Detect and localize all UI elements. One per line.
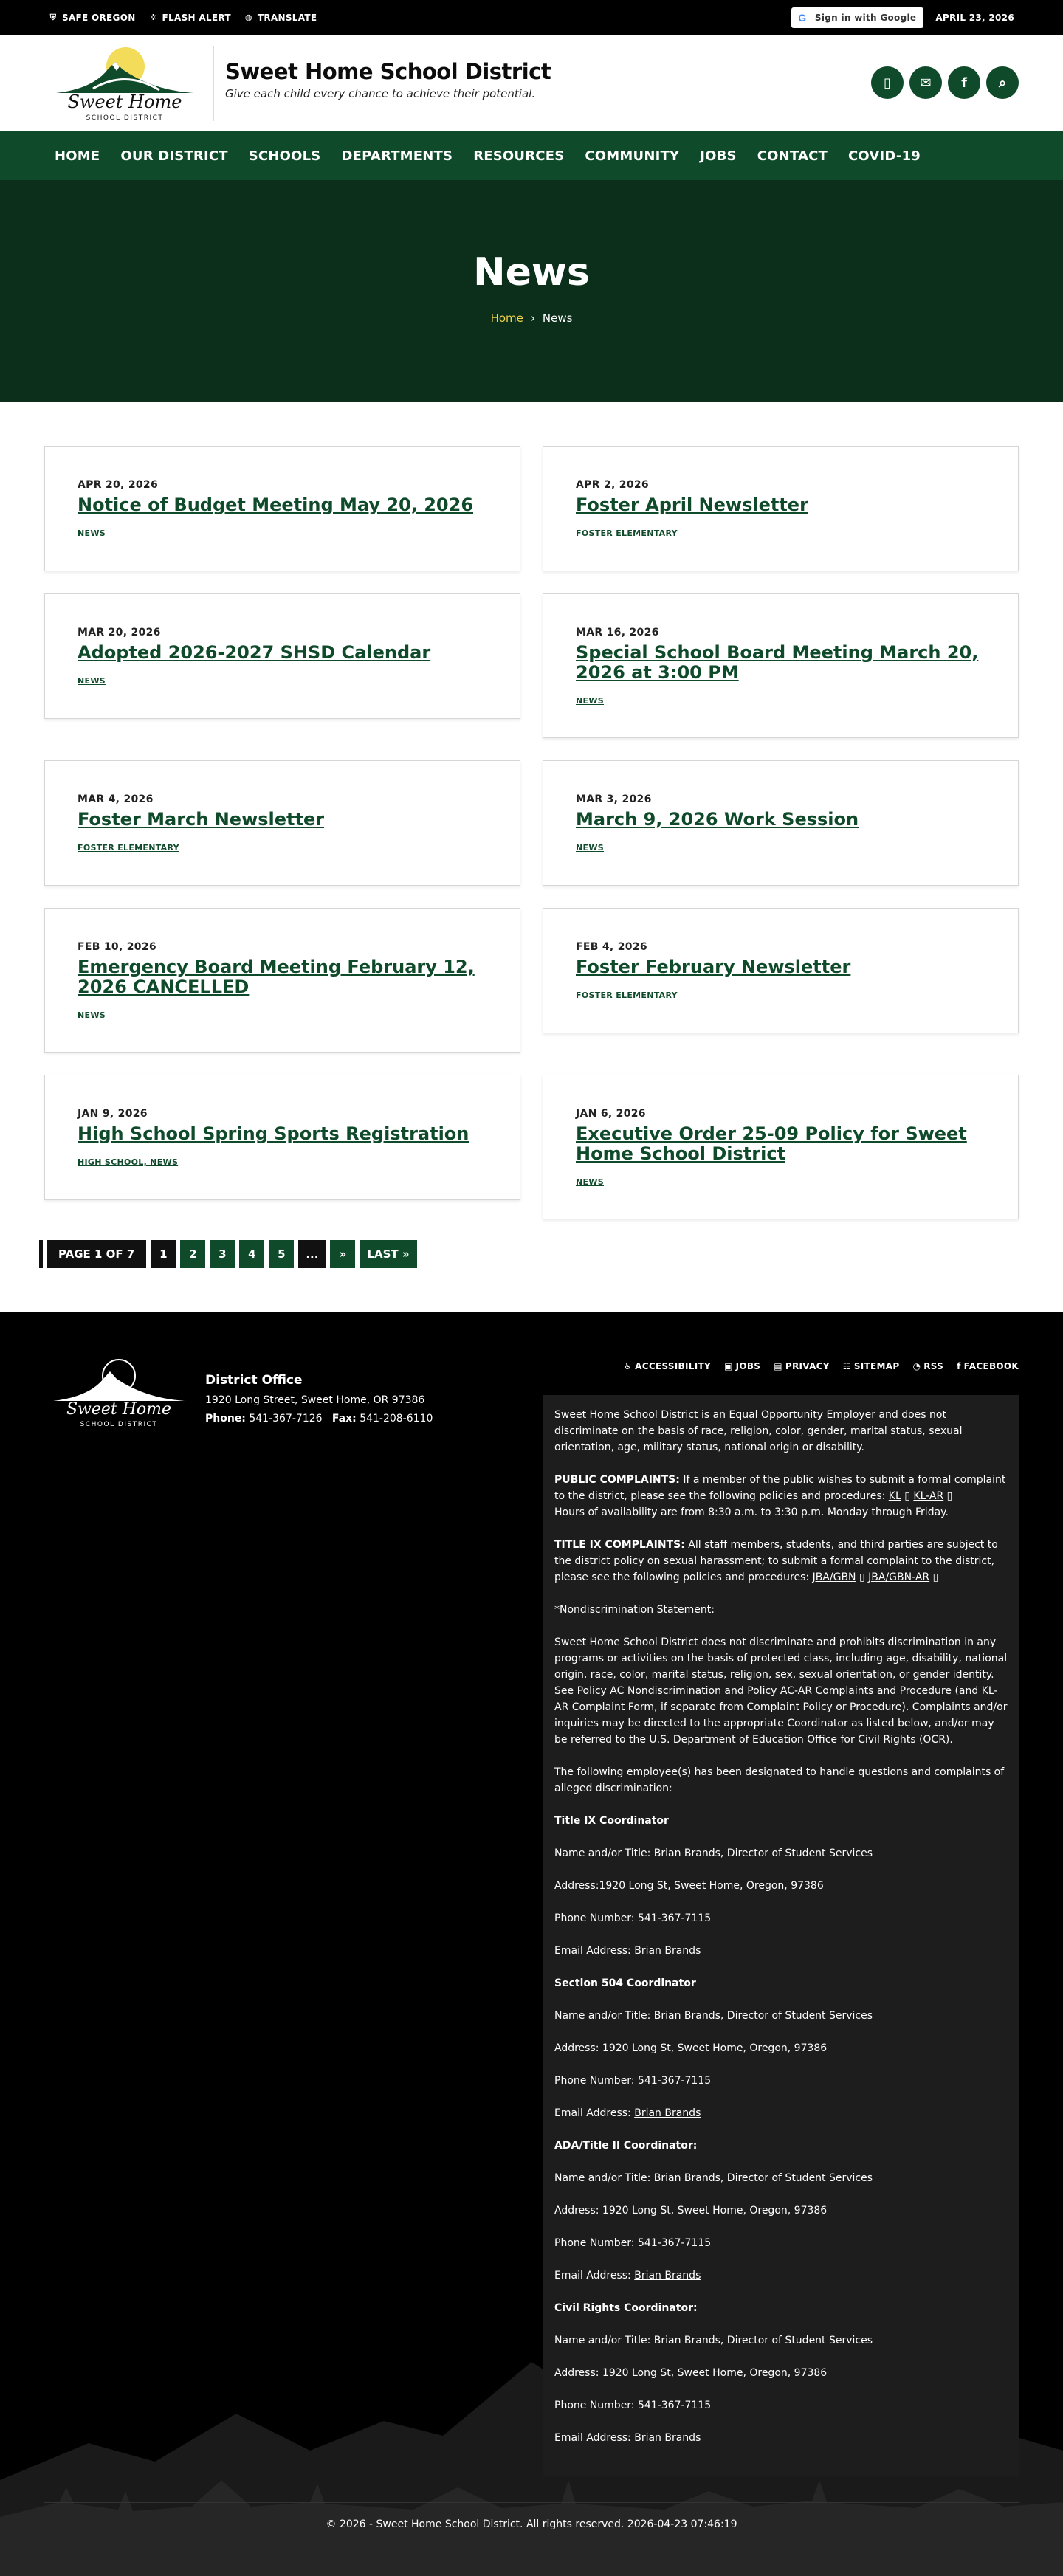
nav-covid-19[interactable]: COVID-19 (847, 148, 921, 164)
site-title[interactable]: Sweet Home School District (225, 59, 551, 84)
footer-divider (44, 2502, 1019, 2503)
footer-link-sitemap[interactable] (843, 1361, 900, 1371)
news-card (44, 908, 520, 1053)
rss-icon: ◔ (912, 1361, 921, 1371)
office-contact (205, 1410, 433, 1428)
alert-icon: ✲ (149, 13, 157, 22)
footer-link-label: ACCESSIBILITY (635, 1361, 711, 1371)
coordinator-phone: Phone Number: 541-367-7115 (554, 1912, 712, 1924)
nondiscrimination-title: *Nondiscrimination Statement: (554, 1604, 715, 1616)
document-icon: ▯ (932, 1571, 939, 1583)
news-title-link[interactable]: Special School Board Meeting March 20, 2026 at 3:00 PM (576, 642, 979, 683)
news-card (543, 908, 1019, 1033)
coordinator-email-link[interactable]: Brian Brands (634, 2270, 701, 2281)
policy-kl-link[interactable]: KL (888, 1490, 901, 1502)
chevron-right-icon: › (530, 311, 535, 325)
news-title-link[interactable]: Foster February Newsletter (576, 957, 851, 977)
news-card (543, 760, 1019, 886)
sitemap-icon: ☷ (842, 1361, 851, 1371)
pagination (43, 1240, 417, 1268)
translate-link[interactable] (244, 13, 317, 23)
news-category-link[interactable]: FOSTER ELEMENTARY (78, 843, 179, 853)
envelope-icon[interactable]: ✉ (909, 66, 942, 99)
footer-link-rss[interactable] (912, 1361, 943, 1371)
news-category-link[interactable]: FOSTER ELEMENTARY (576, 528, 678, 538)
coordinator-phone: Phone Number: 541-367-7115 (554, 2075, 712, 2087)
news-title-link[interactable]: High School Spring Sports Registration (78, 1123, 469, 1144)
page-2-button[interactable]: 2 (180, 1240, 205, 1268)
email-label: Email Address: (554, 1945, 631, 1957)
main-nav (0, 131, 1063, 180)
legal-notice (543, 1395, 1019, 2476)
shield-icon: ⛨ (49, 13, 57, 22)
news-card (543, 1075, 1019, 1219)
facebook-icon: f (957, 1361, 961, 1371)
logo-wordmark: Sweet Home (67, 92, 182, 112)
news-category-link[interactable]: NEWS (78, 676, 106, 686)
nav-jobs[interactable]: JOBS (700, 148, 737, 164)
news-date: APR 20, 2026 (78, 479, 158, 491)
fax-label: Fax: (331, 1413, 357, 1425)
office-fax: 541-208-6110 (360, 1413, 433, 1425)
coordinator-email-link[interactable]: Brian Brands (634, 2107, 701, 2119)
site-tagline: Give each child every chance to achieve their potential. (225, 87, 536, 100)
policy-jba-gbn-link[interactable]: JBA/GBN (812, 1571, 856, 1583)
coordinator-title (554, 2300, 1008, 2316)
news-title-link[interactable]: Foster March Newsletter (78, 809, 325, 830)
policy-kl-ar-link[interactable]: KL-AR (913, 1490, 944, 1502)
mobile-icon[interactable]: ▯ (871, 66, 904, 99)
nav-home[interactable]: HOME (55, 148, 100, 164)
safe-oregon-link[interactable] (49, 13, 136, 23)
last-page-button[interactable]: LAST » (360, 1240, 416, 1268)
briefcase-icon: ▣ (723, 1361, 733, 1371)
coordinator-address: Address: 1920 Long St, Sweet Home, Oregon, 97386 (554, 2042, 828, 2054)
footer-link-label: FACEBOOK (963, 1361, 1019, 1371)
google-signin-label: Sign in with Google (814, 13, 917, 23)
coordinator-title-text: Civil Rights Coordinator: (554, 2302, 698, 2314)
coordinator-email (554, 2430, 1008, 2446)
nondiscrimination-text: Sweet Home School District does not discriminate and prohibits discrimination in any programs or activities on the basis of protected class, including age, disability, national origin, race, color, marital status, religion, sex, sexual orientation, or gender identity. See Policy AC Nondiscrimination and Policy AC-AR Complaints and Procedure (and KL-AR Complaint Form, if separate from Complaint Policy or Procedure). Complaints and/or inquiries may be directed to the appropriate Coordinator as listed below, and/or may be referred to the U.S. Department of Education Office for Civil Rights (OCR). (554, 1636, 1008, 1746)
coordinator-title (554, 1975, 1008, 1991)
district-office (205, 1371, 433, 1428)
news-card (44, 1075, 520, 1200)
office-title: District Office (205, 1373, 303, 1388)
page-1-button[interactable]: 1 (151, 1240, 176, 1268)
document-icon: ▯ (904, 1490, 910, 1502)
news-date: FEB 4, 2026 (576, 941, 647, 953)
news-title-link[interactable]: Notice of Budget Meeting May 20, 2026 (78, 495, 474, 515)
footer-logo-subtext: SCHOOL DISTRICT (80, 1421, 158, 1428)
news-category-link[interactable]: HIGH SCHOOL, NEWS (78, 1157, 179, 1167)
office-address: 1920 Long Street, Sweet Home, OR 97386 (205, 1394, 425, 1406)
translate-label: TRANSLATE (257, 13, 317, 23)
public-complaints-label: PUBLIC COMPLAINTS: (554, 1474, 680, 1486)
page-5-button[interactable]: 5 (269, 1240, 294, 1268)
nav-schools[interactable]: SCHOOLS (248, 148, 321, 164)
footer-logo-wordmark: Sweet Home (66, 1400, 172, 1419)
news-date: FEB 10, 2026 (78, 941, 156, 953)
nav-resources[interactable]: RESOURCES (473, 148, 565, 164)
google-signin-button[interactable] (791, 7, 923, 28)
news-category-link[interactable]: NEWS (576, 696, 604, 706)
coordinator-phone: Phone Number: 541-367-7115 (554, 2237, 712, 2249)
coordinator-email-link[interactable]: Brian Brands (634, 1945, 701, 1957)
flash-alert-label: FLASH ALERT (162, 13, 231, 23)
header-icons (871, 66, 1019, 99)
nav-departments[interactable]: DEPARTMENTS (341, 148, 453, 164)
news-title-link[interactable]: Adopted 2026-2027 SHSD Calendar (78, 642, 431, 663)
footer-district-logo[interactable] (49, 1357, 189, 1430)
news-title-link[interactable]: Foster April Newsletter (576, 495, 808, 515)
coordinator-name: Name and/or Title: Brian Brands, Director of Student Services (554, 2010, 873, 2022)
page-4-button[interactable]: 4 (239, 1240, 264, 1268)
breadcrumb-home[interactable]: Home (490, 311, 523, 325)
search-icon[interactable]: ⌕ (986, 66, 1019, 99)
news-date: APR 2, 2026 (576, 479, 649, 491)
title-ix-text: All staff members, students, and third parties are subject to the district policy on sexual harassment; to submit a formal complaint to the district, please see the following policies and procedures: (554, 1539, 998, 1583)
coordinator-title (554, 1813, 1008, 1829)
news-date: MAR 20, 2026 (78, 627, 161, 638)
header-divider (213, 46, 214, 121)
page-title: News (473, 250, 590, 295)
page-3-button[interactable]: 3 (210, 1240, 235, 1268)
news-date: MAR 3, 2026 (576, 793, 652, 805)
document-icon: ▯ (946, 1490, 953, 1502)
title-ix-complaints (554, 1537, 1008, 1585)
eoe-statement: Sweet Home School District is an Equal Opportunity Employer and does not discriminate on the basis of race, religion, color, gender, marital status, sexual orientation, age, military status, national origin or disability. (554, 1409, 963, 1453)
footer-link-facebook[interactable] (957, 1361, 1019, 1371)
news-card (543, 593, 1019, 738)
news-date: MAR 4, 2026 (78, 793, 154, 805)
coordinator-email (554, 2267, 1008, 2284)
site-header (0, 35, 1063, 131)
breadcrumb (0, 311, 1063, 325)
policy-jba-gbn-ar-link[interactable]: JBA/GBN-AR (868, 1571, 930, 1583)
coordinator-address: Address:1920 Long St, Sweet Home, Oregon, 97386 (554, 1880, 824, 1892)
utility-bar (0, 0, 1063, 35)
email-label: Email Address: (554, 2432, 631, 2444)
site-footer (0, 1312, 1063, 2576)
coordinator-email (554, 2105, 1008, 2121)
nav-community[interactable]: COMMUNITY (585, 148, 680, 164)
email-label: Email Address: (554, 2107, 631, 2119)
news-card (44, 446, 520, 571)
footer-link-label: RSS (923, 1361, 944, 1371)
news-title-link[interactable]: March 9, 2026 Work Session (576, 809, 859, 830)
coordinator-address: Address: 1920 Long St, Sweet Home, Oregon, 97386 (554, 2205, 828, 2217)
nav-our-district[interactable]: OUR DISTRICT (120, 148, 228, 164)
document-icon: ▯ (859, 1571, 865, 1583)
coordinator-email-link[interactable]: Brian Brands (634, 2432, 701, 2444)
coordinator-address: Address: 1920 Long St, Sweet Home, Oregon, 97386 (554, 2367, 828, 2379)
safe-oregon-label: SAFE OREGON (62, 13, 136, 23)
news-card (44, 593, 520, 719)
news-date: JAN 6, 2026 (576, 1108, 646, 1120)
globe-icon: ◍ (244, 13, 252, 22)
news-category-link[interactable]: NEWS (78, 528, 106, 538)
coordinator-name: Name and/or Title: Brian Brands, Director of Student Services (554, 2335, 873, 2346)
news-card (44, 760, 520, 886)
news-category-link[interactable]: NEWS (78, 1010, 106, 1020)
coordinator-email (554, 1943, 1008, 1959)
phone-label: Phone: (205, 1413, 246, 1425)
coordinator-title (554, 2138, 1008, 2154)
footer-link-accessibility[interactable] (624, 1361, 711, 1371)
page-indicator: PAGE 1 OF 7 (43, 1240, 146, 1268)
logo-subtext: SCHOOL DISTRICT (86, 114, 164, 122)
office-phone[interactable]: 541-367-7126 (249, 1413, 323, 1425)
news-category-link[interactable]: NEWS (576, 843, 604, 853)
google-icon: G (798, 12, 807, 24)
breadcrumb-current: News (542, 311, 573, 325)
flash-alert-link[interactable] (149, 13, 231, 23)
news-title-link[interactable]: Executive Order 25-09 Policy for Sweet Home School District (576, 1123, 967, 1164)
public-complaints-hours: Hours of availability are from 8:30 a.m. to 3:30 p.m. Monday through Friday. (554, 1506, 949, 1518)
coordinator-title-text: Section 504 Coordinator (554, 1977, 696, 1989)
coordinator-title-text: ADA/Title II Coordinator: (554, 2140, 698, 2152)
footer-link-label: JOBS (735, 1361, 761, 1371)
footer-link-jobs[interactable] (724, 1361, 760, 1371)
news-category-link[interactable]: FOSTER ELEMENTARY (576, 991, 678, 1000)
news-date: JAN 9, 2026 (78, 1108, 148, 1120)
news-category-link[interactable]: NEWS (576, 1177, 604, 1187)
footer-links (624, 1361, 1019, 1371)
accessibility-icon: ♿ (624, 1361, 633, 1371)
news-card (543, 446, 1019, 571)
designated-text: The following employee(s) has been designated to handle questions and complaints of alleged discrimination: (554, 1766, 1005, 1794)
email-label: Email Address: (554, 2270, 631, 2281)
copyright: © 2026 - Sweet Home School District. All rights reserved. 2026-04-23 07:46:19 (326, 2518, 737, 2530)
coordinator-phone: Phone Number: 541-367-7115 (554, 2400, 712, 2411)
lock-icon: ▤ (774, 1361, 782, 1371)
next-page-button[interactable]: » (330, 1240, 355, 1268)
news-title-link[interactable]: Emergency Board Meeting February 12, 2026 CANCELLED (78, 957, 475, 997)
news-date: MAR 16, 2026 (576, 627, 659, 638)
coordinator-name: Name and/or Title: Brian Brands, Director of Student Services (554, 2172, 873, 2184)
title-ix-label: TITLE IX COMPLAINTS: (554, 1539, 685, 1551)
page-ellipsis: ... (298, 1240, 326, 1268)
coordinator-title-text: Title IX Coordinator (554, 1815, 669, 1827)
footer-link-privacy[interactable] (774, 1361, 830, 1371)
nav-contact[interactable]: CONTACT (757, 148, 828, 164)
public-complaints (554, 1472, 1008, 1521)
coordinator-name: Name and/or Title: Brian Brands, Director of Student Services (554, 1847, 873, 1859)
footer-link-label: PRIVACY (785, 1361, 830, 1371)
public-complaints-text: If a member of the public wishes to submit a formal complaint to the district, please see the following policies and procedures: (554, 1474, 1006, 1502)
current-date: APRIL 23, 2026 (935, 13, 1014, 23)
facebook-icon[interactable]: f (948, 66, 980, 99)
district-logo[interactable] (49, 44, 201, 124)
footer-link-label: SITEMAP (853, 1361, 900, 1371)
page-hero (0, 180, 1063, 402)
